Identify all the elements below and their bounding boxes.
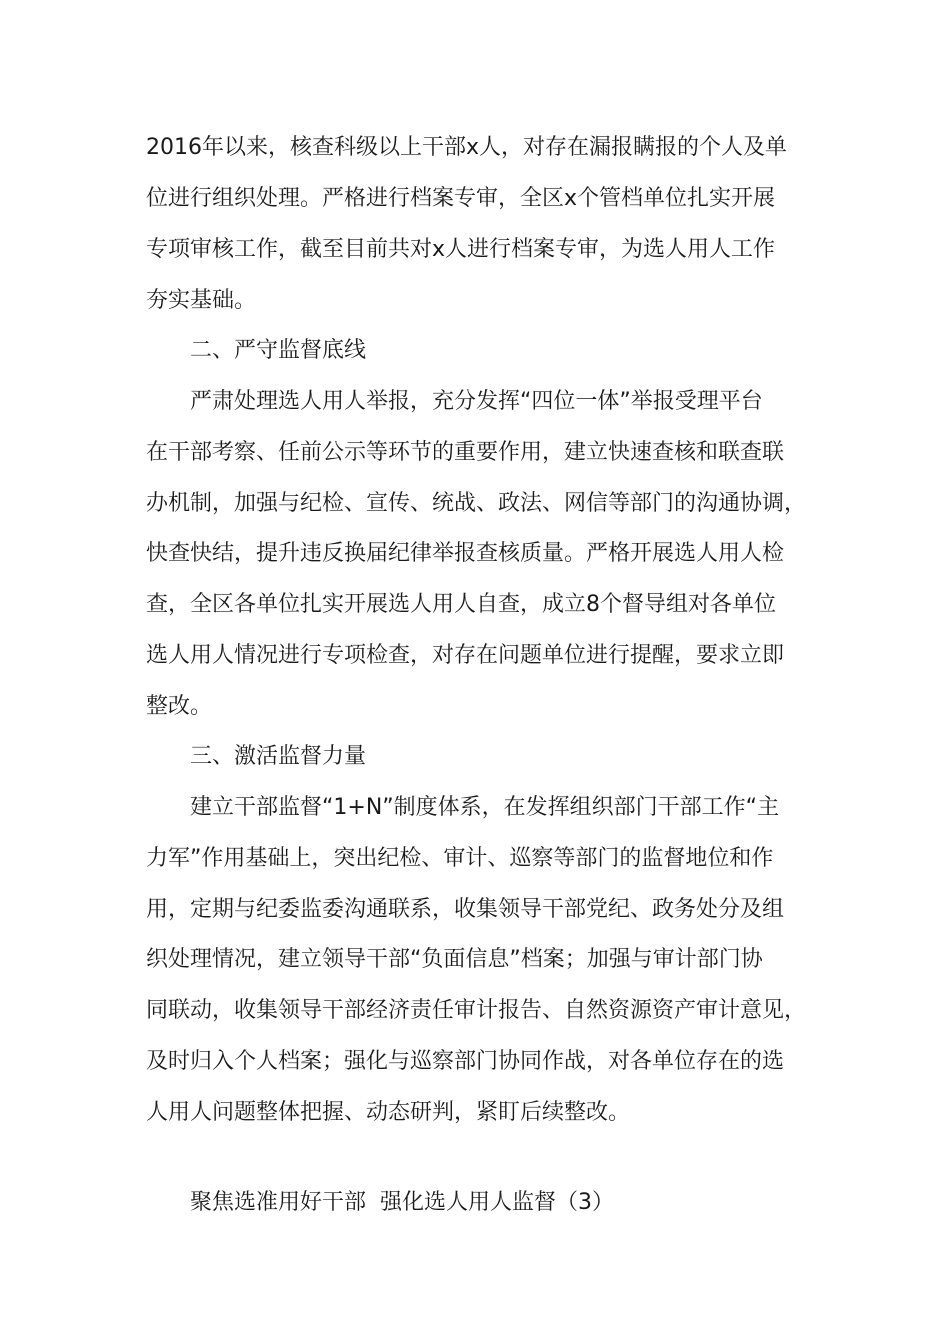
para1-line4: 夯实基础。 xyxy=(146,288,257,313)
para3-line1: 建立干部监督“1+N”制度体系，在发挥组织部门干部工作“主 xyxy=(190,795,780,820)
para3-line2: 力军”作用基础上，突出纪检、审计、巡察等部门的监督地位和作 xyxy=(146,846,774,871)
para3-line7: 人用人问题整体把握、动态研判，紧盯后续整改。 xyxy=(146,1100,631,1125)
para3-line5: 同联动，收集领导干部经济责任审计报告、自然资源资产审计意见， xyxy=(146,998,807,1023)
para3-line6: 及时归入个人档案；强化与巡察部门协同作战，对各单位存在的选 xyxy=(146,1049,785,1074)
para1-line1: 2016年以来，核查科级以上干部x人，对存在漏报瞒报的个人及单 xyxy=(146,135,788,160)
section-heading-2: 二、严守监督底线 xyxy=(190,338,367,363)
para1-line3: 专项审核工作，截至目前共对x人进行档案专审，为选人用人工作 xyxy=(146,237,776,262)
section-heading-3: 三、激活监督力量 xyxy=(190,744,367,769)
para2-line4: 快查快结，提升违反换届纪律举报查核质量。严格开展选人用人检 xyxy=(146,541,785,566)
para2-line1: 严肃处理选人用人举报，充分发挥“四位一体”举报受理平台 xyxy=(190,389,763,414)
para2-line3: 办机制，加强与纪检、宣传、统战、政法、网信等部门的沟通协调， xyxy=(146,491,807,516)
para2-line5: 查，全区各单位扎实开展选人用人自查，成立8个督导组对各单位 xyxy=(146,592,776,617)
para2-line7: 整改。 xyxy=(146,694,213,719)
para1-line2: 位进行组织处理。严格进行档案专审，全区x个管档单位扎实开展 xyxy=(146,186,776,211)
para3-line4: 织处理情况，建立领导干部“负面信息”档案；加强与审计部门协 xyxy=(146,947,763,972)
para2-line2: 在干部考察、任前公示等环节的重要作用，建立快速查核和联查联 xyxy=(146,440,785,465)
para2-line6: 选人用人情况进行专项检查，对存在问题单位进行提醒，要求立即 xyxy=(146,643,785,668)
article-title: 聚焦选准用好干部 强化选人用人监督（3） xyxy=(190,1190,614,1215)
para3-line3: 用，定期与纪委监委沟通联系，收集领导干部党纪、政务处分及组 xyxy=(146,897,785,922)
